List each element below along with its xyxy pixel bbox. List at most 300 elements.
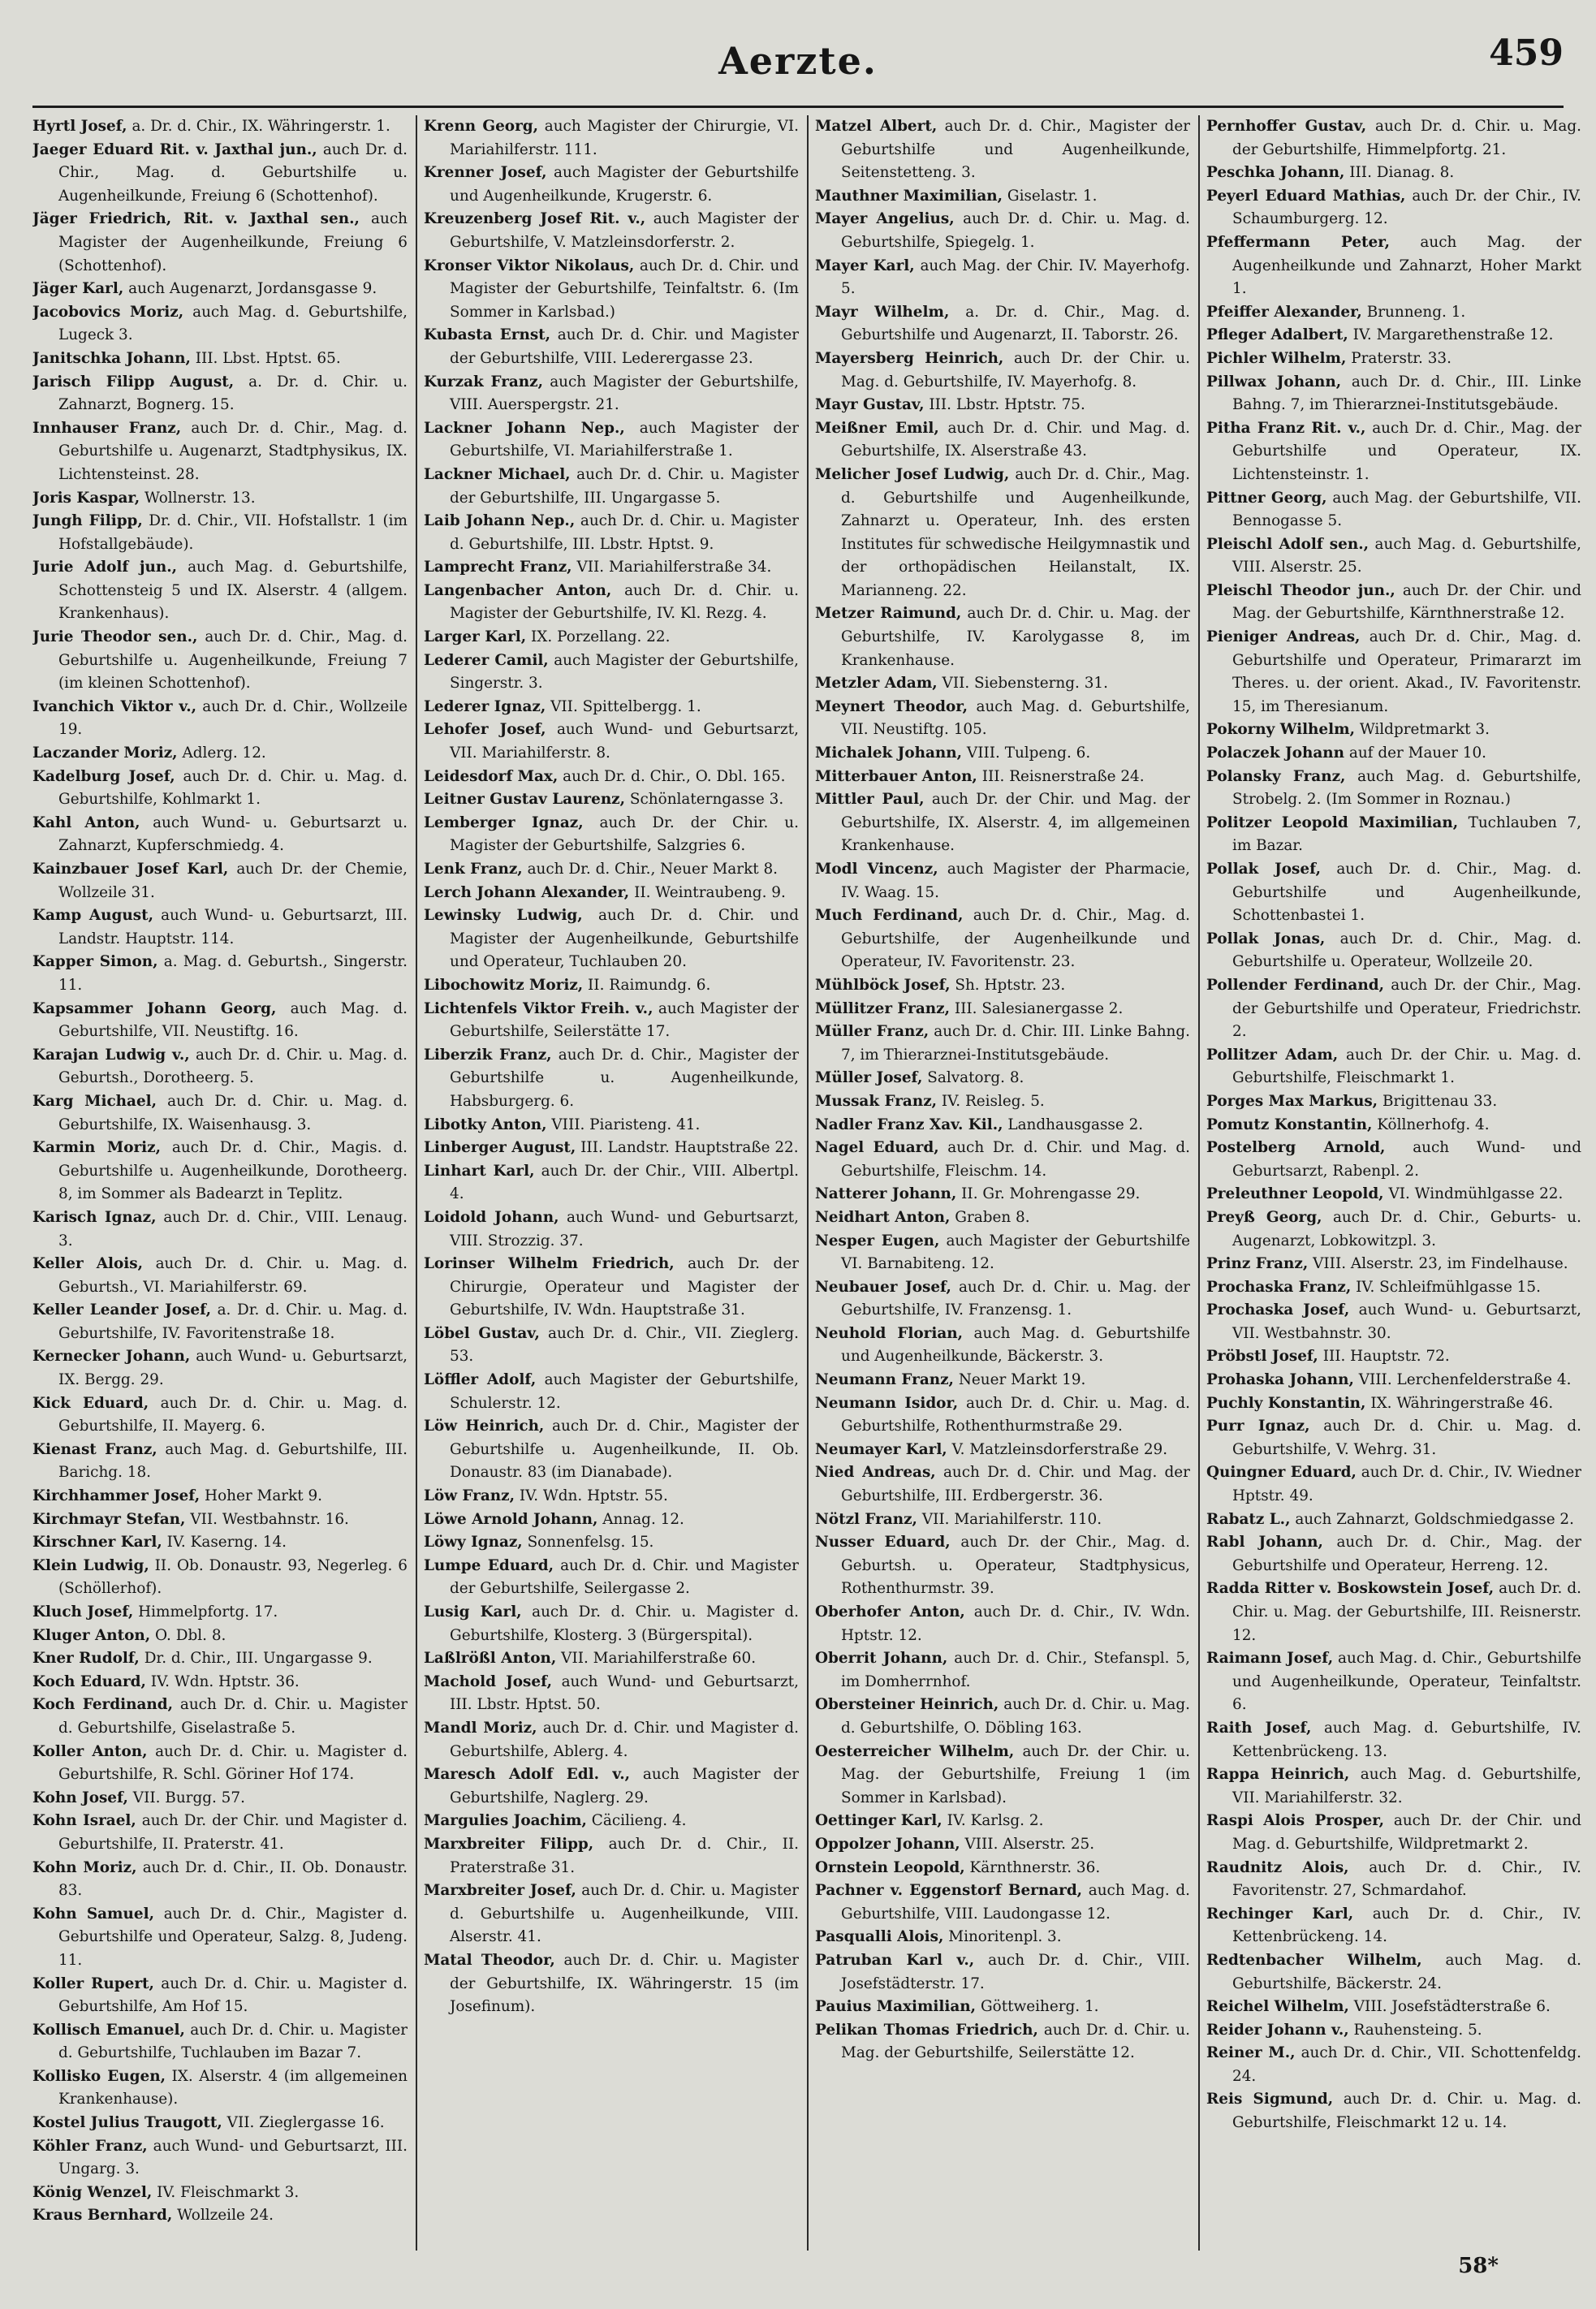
entry-name: Meißner Emil, bbox=[815, 419, 939, 437]
entry-name: Lewinsky Ludwig, bbox=[424, 907, 583, 925]
entry-details: auch Mag. der Augenheilkunde und Zahnarzt, Hoher Markt 1. bbox=[1232, 233, 1581, 298]
directory-entry bbox=[424, 766, 799, 789]
entry-details: auch Dr. d. Chir. u. Mag. der Geburtshilfe, Seilerstätte 12. bbox=[841, 2021, 1190, 2062]
entry-details: auch Mag. d. Geburtshilfe, III. Barichg. 18. bbox=[58, 1440, 408, 1482]
entry-name: Redtenbacher Wilhelm, bbox=[1206, 1951, 1422, 1969]
directory-entry bbox=[424, 510, 799, 556]
entry-name: Pollender Ferdinand, bbox=[1206, 976, 1384, 994]
entry-name: Meynert Theodor, bbox=[815, 697, 968, 715]
directory-entry bbox=[815, 1647, 1190, 1694]
entry-name: Mauthner Maximilian, bbox=[815, 187, 1003, 205]
entry-name: Prohaska Johann, bbox=[1206, 1371, 1354, 1389]
entry-details: auch Dr. d. Chir. u. Magister d. Geburtshilfe, Klosterg. 3 (Bürgerspital). bbox=[450, 1603, 799, 1644]
directory-entry bbox=[1206, 1183, 1581, 1206]
column-1 bbox=[32, 115, 408, 2251]
entry-name: Pleischl Adolf sen., bbox=[1206, 535, 1370, 553]
directory-entry bbox=[1206, 974, 1581, 1044]
directory-entry bbox=[815, 1949, 1190, 1996]
entry-name: Oppolzer Johann, bbox=[815, 1835, 960, 1853]
entry-details: Tuchlauben 7, im Bazar. bbox=[1232, 814, 1581, 855]
entry-details: Annag. 12. bbox=[602, 1510, 684, 1528]
entry-name: Pokorny Wilhelm, bbox=[1206, 721, 1355, 739]
entry-name: Lusig Karl, bbox=[424, 1603, 522, 1621]
entry-name: Kapsammer Johann Georg, bbox=[32, 999, 277, 1017]
directory-entry bbox=[32, 1392, 408, 1439]
entry-name: Kohn Moriz, bbox=[32, 1858, 137, 1876]
directory-entry bbox=[32, 1531, 408, 1555]
entry-name: Lederer Ignaz, bbox=[424, 697, 546, 715]
entry-name: Jäger Karl, bbox=[32, 280, 124, 298]
entry-details: auch Dr. d. Chir. u. Mag. d. Geburtshilfe, O. Döbling 163. bbox=[841, 1696, 1190, 1737]
entry-details: auch Dr. d. Chir. u. Magister der Geburtshilfe, IX. Währingerstr. 15 (im Josefinum). bbox=[450, 1951, 799, 2016]
entry-details: auch Dr. d. Chir. u. Mag. d. Geburtshilfe, Spiegelg. 1. bbox=[841, 210, 1190, 251]
entry-name: Libotky Anton, bbox=[424, 1116, 547, 1133]
directory-entry bbox=[32, 1973, 408, 2019]
entry-details: a. Dr. d. Chir. u. Mag. d. Geburtshilfe, IV. Favoritenstraße 18. bbox=[58, 1301, 408, 1342]
entry-name: Pachner v. Eggenstorf Bernard, bbox=[815, 1882, 1083, 1900]
directory-entry bbox=[424, 556, 799, 580]
entry-details: VIII. Alserstr. 25. bbox=[964, 1835, 1095, 1853]
directory-entry bbox=[32, 347, 408, 371]
directory-entry bbox=[815, 998, 1190, 1021]
entry-name: Maresch Adolf Edl. v., bbox=[424, 1766, 631, 1784]
directory-entry bbox=[424, 812, 799, 858]
directory-entry bbox=[424, 255, 799, 325]
entry-details: auch Dr. d. Chir. u. Mag. d. Geburtshilfe, II. Mayerg. 6. bbox=[58, 1394, 408, 1435]
entry-details: Praterstr. 33. bbox=[1351, 349, 1451, 367]
entry-name: Matal Theodor, bbox=[424, 1951, 555, 1969]
entry-name: Larger Karl, bbox=[424, 628, 527, 646]
directory-entry bbox=[1206, 1345, 1581, 1369]
entry-name: Prinz Franz, bbox=[1206, 1255, 1309, 1273]
directory-entry bbox=[1206, 1508, 1581, 1532]
entry-name: Janitschka Johann, bbox=[32, 349, 191, 367]
directory-entry bbox=[1206, 1577, 1581, 1647]
entry-name: Kainzbauer Josef Karl, bbox=[32, 861, 229, 878]
entry-name: Reichel Wilhelm, bbox=[1206, 1998, 1349, 2016]
directory-entry bbox=[1206, 1415, 1581, 1461]
directory-entry bbox=[424, 650, 799, 696]
entry-details: Sonnenfelsg. 15. bbox=[527, 1534, 654, 1552]
entry-details: auch Dr. d. Chir., Magister der Geburtshilfe und Augenheilkunde, Seitenstetteng. 3. bbox=[841, 118, 1190, 182]
directory-entry bbox=[815, 766, 1190, 789]
directory-entry bbox=[32, 1555, 408, 1601]
entry-name: Neidhart Anton, bbox=[815, 1208, 951, 1226]
entry-details: auch Wund- und Geburtsarzt, III. Ungarg. 3. bbox=[58, 2137, 408, 2178]
entry-name: Leidesdorf Max, bbox=[424, 767, 559, 785]
entry-details: auch Dr. d. Chir., VII. Zieglerg. 53. bbox=[450, 1324, 799, 1366]
entry-details: VII. Siebensterng. 31. bbox=[942, 675, 1108, 693]
directory-entry bbox=[1206, 347, 1581, 371]
entry-name: Natterer Johann, bbox=[815, 1185, 957, 1203]
entry-details: a. Dr. d. Chir. u. Zahnarzt, Bognerg. 15. bbox=[58, 373, 408, 414]
entry-name: Preyß Georg, bbox=[1206, 1208, 1322, 1226]
entry-details: auch Magister der Chirurgie, VI. Mariahilferstr. 111. bbox=[450, 118, 799, 158]
directory-entry bbox=[32, 812, 408, 858]
entry-name: Ornstein Leopold, bbox=[815, 1858, 965, 1876]
entry-details: Dr. d. Chir., III. Ungargasse 9. bbox=[144, 1650, 373, 1668]
directory-entry bbox=[424, 1763, 799, 1810]
entry-name: Mayer Angelius, bbox=[815, 210, 955, 228]
entry-details: auch Dr. d. Chir., Magister d. Geburtshilfe und Operateur, Salzg. 8, Judeng. 11. bbox=[58, 1905, 408, 1969]
entry-name: Machold Josef, bbox=[424, 1672, 553, 1690]
directory-entry bbox=[32, 487, 408, 511]
entry-details: auch Dr. d. Chir., Mag. d. Geburtshilfe u. Augenheilkunde, Freiung 7 (im kleinen Schottenhof). bbox=[58, 628, 408, 693]
directory-entry bbox=[1206, 1137, 1581, 1183]
entry-details: auch Dr. der Chirurgie, Operateur und Magister der Geburtshilfe, IV. Wdn. Hauptstraße 31. bbox=[450, 1255, 799, 1319]
entry-details: auch Magister der Geburtshilfe, V. Matzleinsdorferstr. 2. bbox=[450, 210, 799, 251]
entry-name: Karajan Ludwig v., bbox=[32, 1046, 190, 1064]
entry-name: Pomutz Konstantin, bbox=[1206, 1116, 1373, 1133]
column-divider bbox=[416, 115, 417, 2251]
entry-details: II. Gr. Mohrengasse 29. bbox=[961, 1185, 1141, 1203]
entry-details: VII. Spittelbergg. 1. bbox=[550, 697, 701, 715]
entry-name: Mayer Karl, bbox=[815, 257, 915, 274]
entry-details: Neuer Markt 19. bbox=[958, 1371, 1086, 1389]
entry-details: auch Mag. d. Geburtshilfe, VIII. Laudongasse 12. bbox=[841, 1882, 1190, 1923]
entry-details: II. Raimundg. 6. bbox=[588, 976, 711, 994]
directory-entry bbox=[815, 1206, 1190, 1230]
directory-entry bbox=[32, 278, 408, 301]
entry-details: auch Wund- u. Geburtsarzt, III. Landstr. Hauptstr. 114. bbox=[58, 907, 408, 947]
entry-name: Neubauer Josef, bbox=[815, 1278, 951, 1296]
directory-entry bbox=[1206, 1392, 1581, 1416]
directory-entry bbox=[1206, 417, 1581, 487]
directory-entry bbox=[424, 1114, 799, 1137]
directory-entry bbox=[815, 1090, 1190, 1114]
directory-entry bbox=[1206, 719, 1581, 742]
entry-details: a. Dr. d. Chir., IX. Währingerstr. 1. bbox=[132, 118, 390, 135]
entry-name: Liberzik Franz, bbox=[424, 1046, 552, 1064]
entry-details: a. Mag. d. Geburtsh., Singerstr. 11. bbox=[58, 953, 408, 994]
directory-entry bbox=[32, 1508, 408, 1532]
entry-name: Oberhofer Anton, bbox=[815, 1603, 965, 1621]
entry-name: Prochaska Josef, bbox=[1206, 1301, 1350, 1319]
entry-details: auch Dr. d. Chir. und Magister der Augenheilkunde, Geburtshilfe und Operateur, Tuchlauben 20. bbox=[450, 907, 799, 971]
directory-entry bbox=[815, 1926, 1190, 1949]
entry-name: Kohn Israel, bbox=[32, 1812, 136, 1830]
entry-name: Radda Ritter v. Boskowstein Josef, bbox=[1206, 1580, 1495, 1598]
directory-entry bbox=[1206, 1810, 1581, 1856]
entry-name: Jungh Filipp, bbox=[32, 512, 143, 530]
directory-entry bbox=[32, 1090, 408, 1137]
directory-entry bbox=[32, 2204, 408, 2228]
entry-details: auch Dr. d. Chir., Geburts- u. Augenarzt, Lobkowitzpl. 3. bbox=[1232, 1208, 1581, 1249]
directory-entry bbox=[815, 208, 1190, 254]
directory-entry bbox=[32, 998, 408, 1044]
directory-entry bbox=[32, 1253, 408, 1299]
entry-details: VI. Windmühlgasse 22. bbox=[1388, 1185, 1564, 1203]
entry-name: Raspi Alois Prosper, bbox=[1206, 1812, 1384, 1830]
entry-name: Polaczek Johann bbox=[1206, 744, 1344, 762]
entry-name: Pichler Wilhelm, bbox=[1206, 349, 1347, 367]
entry-details: IV. Wdn. Hptstr. 55. bbox=[519, 1487, 668, 1505]
entry-name: Matzel Albert, bbox=[815, 118, 938, 135]
directory-entry bbox=[32, 1810, 408, 1856]
entry-name: Kollisch Emanuel, bbox=[32, 2021, 185, 2039]
entry-details: auch Dr. d. Chir., VIII. Lenaug. 3. bbox=[58, 1208, 408, 1249]
entry-name: Mussak Franz, bbox=[815, 1092, 938, 1110]
directory-entry bbox=[815, 255, 1190, 301]
entry-details: auch Dr. d. Chir., II. Ob. Donaustr. 83. bbox=[58, 1858, 408, 1900]
entry-details: auch Magister der Geburtshilfe, Singerstr. 3. bbox=[450, 651, 799, 693]
directory-entry bbox=[424, 115, 799, 162]
entry-details: Graben 8. bbox=[955, 1208, 1030, 1226]
entry-name: Michalek Johann, bbox=[815, 744, 963, 762]
directory-entry bbox=[424, 208, 799, 254]
entry-name: Kner Rudolf, bbox=[32, 1650, 140, 1668]
entry-details: auch Mag. d. Geburtshilfe, Bäckerstr. 24. bbox=[1232, 1951, 1581, 1992]
entry-name: Puchly Konstantin, bbox=[1206, 1394, 1366, 1412]
entry-name: Oesterreicher Wilhelm, bbox=[815, 1742, 1015, 1760]
entry-name: Mayr Gustav, bbox=[815, 396, 925, 414]
entry-name: Koller Anton, bbox=[32, 1742, 148, 1760]
directory-entry bbox=[32, 2135, 408, 2182]
directory-entry bbox=[424, 1601, 799, 1647]
directory-entry bbox=[815, 394, 1190, 417]
entry-details: auch Dr. d. Chir. u. Magister d. Geburtshilfe, III. Lbstr. Hptst. 9. bbox=[450, 512, 799, 553]
directory-entry bbox=[32, 417, 408, 487]
directory-entry bbox=[815, 974, 1190, 998]
entry-details: auch Mag. d. Geburtshilfe, Schottensteig 5 und IX. Alserstr. 4 (allgem. Krankenhaus). bbox=[58, 559, 408, 623]
entry-name: Jarisch Filipp August, bbox=[32, 373, 235, 391]
entry-name: Langenbacher Anton, bbox=[424, 581, 612, 599]
entry-name: Karisch Ignaz, bbox=[32, 1208, 157, 1226]
entry-name: Kurzak Franz, bbox=[424, 373, 544, 391]
entry-details: auch Dr. d. Chir., IV. Wdn. Hptstr. 12. bbox=[841, 1603, 1190, 1644]
directory-entry bbox=[424, 1137, 799, 1160]
column-divider bbox=[1198, 115, 1200, 2251]
entry-details: auch Dr. d. Chir. und Mag. d. Geburtshilfe, IX. Alserstraße 43. bbox=[841, 419, 1190, 460]
entry-name: Nied Andreas, bbox=[815, 1464, 936, 1482]
entry-details: auch Mag. der Chir. IV. Mayerhofg. 5. bbox=[841, 257, 1190, 298]
directory-entry bbox=[815, 1857, 1190, 1880]
entry-name: Polansky Franz, bbox=[1206, 767, 1346, 785]
entry-details: VII. Burgg. 57. bbox=[132, 1789, 245, 1806]
entry-name: Pollak Josef, bbox=[1206, 861, 1322, 878]
page-number: 459 bbox=[1489, 32, 1564, 74]
directory-entry bbox=[32, 904, 408, 951]
directory-entry bbox=[424, 464, 799, 510]
entry-details: auch Dr. der Chir., Mag. der Geburtshilfe und Operateur, Friedrichstr. 2. bbox=[1232, 976, 1581, 1041]
directory-entry bbox=[424, 1647, 799, 1671]
directory-entry bbox=[1206, 626, 1581, 719]
directory-entry bbox=[32, 1299, 408, 1345]
entry-name: Löw Franz, bbox=[424, 1487, 515, 1505]
directory-entry bbox=[1206, 2042, 1581, 2088]
directory-entry bbox=[815, 1531, 1190, 1601]
directory-entry bbox=[1206, 1531, 1581, 1577]
directory-entry bbox=[424, 1485, 799, 1508]
entry-name: Obersteiner Heinrich, bbox=[815, 1696, 999, 1714]
entry-name: Linhart Karl, bbox=[424, 1162, 535, 1180]
directory-entry bbox=[424, 1810, 799, 1833]
directory-entry bbox=[1206, 1857, 1581, 1903]
entry-name: Kraus Bernhard, bbox=[32, 2207, 173, 2225]
directory-entry bbox=[815, 672, 1190, 696]
entry-name: Much Ferdinand, bbox=[815, 907, 964, 925]
entry-name: Pfeffermann Peter, bbox=[1206, 233, 1390, 251]
entry-name: Kamp August, bbox=[32, 907, 153, 925]
entry-details: VIII. Piaristeng. 41. bbox=[551, 1116, 701, 1133]
directory-entry bbox=[32, 626, 408, 696]
entry-name: Löwe Arnold Johann, bbox=[424, 1510, 598, 1528]
directory-entry bbox=[815, 417, 1190, 464]
entry-name: Kostel Julius Traugott, bbox=[32, 2114, 222, 2132]
directory-entry bbox=[32, 556, 408, 626]
entry-details: auch Dr. d. Chir. u. Mag. d. Geburtshilfe, V. Wehrg. 31. bbox=[1232, 1418, 1581, 1458]
entry-name: Neumann Franz, bbox=[815, 1371, 954, 1389]
directory-entry bbox=[424, 882, 799, 905]
entry-name: Löbel Gustav, bbox=[424, 1324, 540, 1342]
entry-details: Adlerg. 12. bbox=[182, 744, 266, 762]
directory-entry bbox=[1206, 858, 1581, 928]
entry-details: Landhausgasse 2. bbox=[1007, 1116, 1144, 1133]
entry-details: auch Wund- u. Geburtsarzt u. Zahnarzt, Kupferschmiedg. 4. bbox=[58, 814, 408, 855]
directory-entry bbox=[424, 1415, 799, 1485]
entry-name: Koller Rupert, bbox=[32, 1975, 154, 1992]
entry-details: VIII. Josefstädterstraße 6. bbox=[1353, 1998, 1551, 2016]
entry-details: III. Reisnerstraße 24. bbox=[981, 767, 1145, 785]
entry-details: auch Wund- und Geburtsarzt, III. Lbstr. Hptst. 50. bbox=[450, 1672, 799, 1714]
entry-name: Hyrtl Josef, bbox=[32, 118, 127, 135]
entry-name: Postelberg Arnold, bbox=[1206, 1139, 1386, 1157]
entry-details: auch Dr. d. Chir., Mag. d. Geburtshilfe u. Augenarzt, Stadtphysikus, IX. Lichtensteinst. 28. bbox=[58, 419, 408, 483]
entry-details: auch Dr. d. Chir. III. Linke Bahng. 7, im Thierarznei-Institutsgebäude. bbox=[841, 1023, 1190, 1064]
directory-entry bbox=[32, 208, 408, 278]
entry-name: Porges Max Markus, bbox=[1206, 1092, 1378, 1110]
directory-entry bbox=[424, 858, 799, 882]
entry-details: IV. Schleifmühlgasse 15. bbox=[1356, 1278, 1541, 1296]
entry-details: auch Wund- und Geburtsarzt, VII. Mariahilferstr. 8. bbox=[450, 721, 799, 762]
directory-entry bbox=[1206, 1996, 1581, 2019]
entry-details: auch Dr. d. Chir. und Mag. d. Geburtshilfe, Fleischm. 14. bbox=[841, 1139, 1190, 1180]
directory-entry bbox=[1206, 162, 1581, 185]
entry-details: Rauhensteing. 5. bbox=[1353, 2021, 1482, 2039]
entry-details: IV. Reisleg. 5. bbox=[941, 1092, 1045, 1110]
entry-name: Kapper Simon, bbox=[32, 953, 158, 971]
entry-details: auch Dr. d. Chir. u. Magister d. Geburtshilfe u. Augenheilkunde, VIII. Alserstr. 41. bbox=[450, 1882, 799, 1946]
entry-name: Pollitzer Adam, bbox=[1206, 1046, 1339, 1064]
entry-name: Lorinser Wilhelm Friedrich, bbox=[424, 1255, 675, 1273]
entry-details: auch Dr. d. Chir. u. Magister d. Geburtshilfe, Tuchlauben im Bazar 7. bbox=[58, 2021, 408, 2062]
entry-details: Brunneng. 1. bbox=[1366, 303, 1466, 321]
directory-entry bbox=[1206, 2088, 1581, 2134]
entry-name: Pittner Georg, bbox=[1206, 489, 1327, 507]
directory-entry bbox=[1206, 1369, 1581, 1392]
entry-name: Reiner M., bbox=[1206, 2044, 1296, 2062]
entry-name: Lederer Camil, bbox=[424, 651, 549, 669]
directory-entry bbox=[815, 185, 1190, 209]
entry-details: IV. Karlsg. 2. bbox=[947, 1812, 1044, 1830]
directory-entry bbox=[815, 1741, 1190, 1811]
entry-details: Himmelpfortg. 17. bbox=[138, 1603, 278, 1621]
entry-details: auch Dr. der Chir. und Mag. d. Geburtshilfe, Wildpretmarkt 2. bbox=[1232, 1812, 1581, 1853]
entry-name: Koch Ferdinand, bbox=[32, 1696, 174, 1714]
directory-entry bbox=[32, 1601, 408, 1625]
entry-name: Kollisko Eugen, bbox=[32, 2067, 166, 2085]
entry-details: Minoritenpl. 3. bbox=[948, 1928, 1062, 1946]
entry-name: Pitha Franz Rit. v., bbox=[1206, 419, 1366, 437]
entry-details: auch Augenarzt, Jordansgasse 9. bbox=[128, 280, 377, 298]
directory-entry bbox=[815, 1021, 1190, 1067]
column-4 bbox=[1206, 115, 1581, 2251]
entry-name: Jurie Theodor sen., bbox=[32, 628, 198, 646]
entry-details: auch Dr. der Chir. und Mag. der Geburtshilfe, IX. Alserstr. 4, im allgemeinen Krankenhause. bbox=[841, 791, 1190, 855]
entry-name: Kick Eduard, bbox=[32, 1394, 149, 1412]
entry-name: Laib Johann Nep., bbox=[424, 512, 576, 530]
entry-name: Raimann Josef, bbox=[1206, 1650, 1334, 1668]
entry-details: Göttweiherg. 1. bbox=[980, 1998, 1099, 2016]
entry-name: Rappa Heinrich, bbox=[1206, 1766, 1350, 1784]
entry-details: auch Magister der Geburtshilfe und Augenheilkunde, Krugerstr. 6. bbox=[450, 164, 799, 205]
entry-details: auch Dr. d. Chir. u. Magister der Geburtshilfe, IV. Kl. Rezg. 4. bbox=[450, 581, 799, 623]
entry-name: Margulies Joachim, bbox=[424, 1812, 587, 1830]
directory-entry bbox=[815, 904, 1190, 974]
directory-entry bbox=[424, 1531, 799, 1555]
entry-name: Mandl Moriz, bbox=[424, 1719, 537, 1737]
directory-entry bbox=[1206, 324, 1581, 347]
entry-name: Koch Eduard, bbox=[32, 1672, 146, 1690]
entry-details: auch Dr. d. Chir., Magister der Geburtshilfe u. Augenheilkunde, Habsburgerg. 6. bbox=[450, 1046, 799, 1110]
entry-details: Brigittenau 33. bbox=[1382, 1092, 1498, 1110]
entry-details: VII. Mariahilferstraße 34. bbox=[576, 559, 772, 576]
directory-entry bbox=[32, 1647, 408, 1671]
entry-details: V. Matzleinsdorferstraße 29. bbox=[951, 1440, 1168, 1458]
entry-details: auch Magister der Augenheilkunde, Freiung 6 (Schottenhof). bbox=[58, 210, 408, 274]
entry-name: Rechinger Karl, bbox=[1206, 1905, 1354, 1923]
entry-name: Mitterbauer Anton, bbox=[815, 767, 977, 785]
directory-entry bbox=[815, 1996, 1190, 2019]
directory-entry bbox=[32, 1625, 408, 1648]
entry-name: Innhauser Franz, bbox=[32, 419, 182, 437]
entry-details: auch Wund- u. Geburtsarzt, IX. Bergg. 29. bbox=[58, 1348, 408, 1389]
entry-details: auch Dr. der Chemie, Wollzeile 31. bbox=[58, 861, 408, 901]
entry-details: auch Magister der Geburtshilfe, VIII. Auerspergstr. 21. bbox=[450, 373, 799, 414]
directory-entry bbox=[32, 139, 408, 209]
directory-entry bbox=[424, 580, 799, 626]
directory-entry bbox=[1206, 1253, 1581, 1276]
entry-details: IX. Porzellang. 22. bbox=[531, 628, 671, 646]
entry-details: auch Dr. d. Chir., VIII. Josefstädterstr. 17. bbox=[841, 1951, 1190, 1992]
header-rule bbox=[32, 106, 1564, 108]
entry-name: Neumann Isidor, bbox=[815, 1394, 959, 1412]
entry-name: Raith Josef, bbox=[1206, 1719, 1312, 1737]
directory-entry bbox=[815, 347, 1190, 394]
entry-details: auch Dr. d. Chir. u. Mag. der Geburtshilfe, IV. Karolygasse 8, im Krankenhause. bbox=[841, 605, 1190, 669]
directory-entry bbox=[1206, 1299, 1581, 1345]
entry-name: Pfleger Adalbert, bbox=[1206, 326, 1348, 344]
entry-details: auch Magister der Geburtshilfe, Seilerstätte 17. bbox=[450, 999, 799, 1041]
entry-details: auch Dr. d. Chir. u. Magister d. Geburtshilfe, Am Hof 15. bbox=[58, 1975, 408, 2016]
entry-name: Kohn Josef, bbox=[32, 1789, 128, 1806]
directory-entry bbox=[32, 115, 408, 139]
directory-entry bbox=[815, 1392, 1190, 1439]
entry-details: a. Dr. d. Chir., Mag. d. Geburtshilfe und Augenarzt, II. Taborstr. 26. bbox=[841, 303, 1190, 344]
entry-name: Quingner Eduard, bbox=[1206, 1464, 1357, 1482]
entry-details: auch Dr. d. Chir., Mag. d. Geburtshilfe u. Operateur, Wollzeile 20. bbox=[1232, 930, 1581, 971]
directory-entry bbox=[815, 1461, 1190, 1508]
entry-details: auch Dr. der Chir., VIII. Albertpl. 4. bbox=[450, 1162, 799, 1203]
directory-entry bbox=[815, 1114, 1190, 1137]
entry-details: auch Dr. d. Chir., Mag. d. Geburtshilfe und Augenheilkunde, Schottenbastei 1. bbox=[1232, 861, 1581, 925]
directory-entry bbox=[32, 1903, 408, 1973]
directory-entry bbox=[32, 2182, 408, 2205]
directory-entry bbox=[424, 1160, 799, 1206]
directory-entry bbox=[1206, 928, 1581, 974]
entry-name: Nagel Eduard, bbox=[815, 1139, 939, 1157]
entry-details: auch Mag. d. Geburtshilfe, Lugeck 3. bbox=[58, 303, 408, 344]
